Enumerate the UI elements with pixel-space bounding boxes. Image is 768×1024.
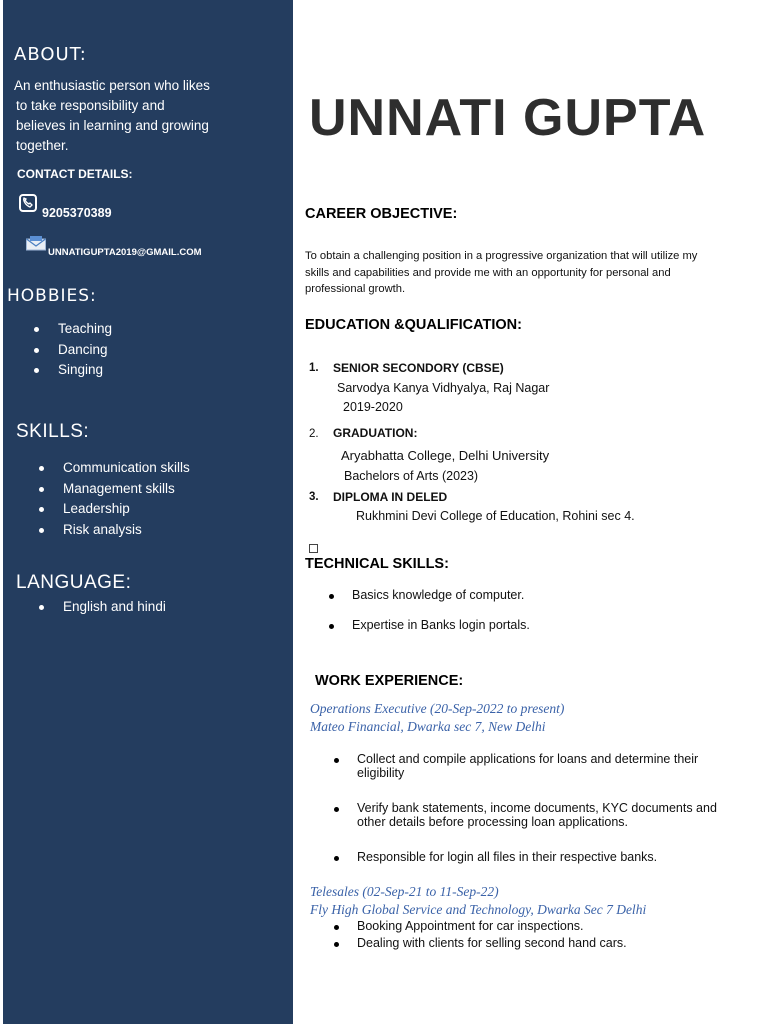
education-heading: EDUCATION &QUALIFICATION: — [305, 317, 522, 333]
list-item: Communication skills — [63, 458, 190, 479]
technical-skills-heading: TECHNICAL SKILLS: — [305, 556, 449, 572]
list-item: Expertise in Banks login portals. — [352, 618, 530, 632]
list-item: English and hindi — [63, 597, 166, 618]
candidate-name: UNNATI GUPTA — [309, 89, 707, 147]
career-heading: CAREER OBJECTIVE: — [305, 206, 458, 222]
job-role: Operations Executive (20-Sep-2022 to present) — [310, 701, 565, 716]
edu-title: SENIOR SECONDORY (CBSE) — [333, 361, 504, 375]
edu-line: Sarvodya Kanya Vidhyalya, Raj Nagar — [337, 381, 550, 395]
list-item: Teaching — [58, 319, 112, 340]
skills-heading: SKILLS: — [16, 421, 90, 442]
job-role: Telesales (02-Sep-21 to 11-Sep-22) — [310, 884, 499, 899]
about-heading: ABOUT: — [14, 44, 87, 65]
list-item: Basics knowledge of computer. — [352, 588, 525, 602]
job-company: Fly High Global Service and Technology, Dwarka Sec 7 Delhi — [310, 902, 647, 917]
career-text — [305, 248, 735, 298]
list-item: Singing — [58, 360, 112, 381]
list-item: Management skills — [63, 479, 190, 500]
edu-number: 2. — [309, 428, 319, 440]
duty-line: eligibility — [357, 766, 405, 780]
list-item: Leadership — [63, 499, 190, 520]
edu-line: Bachelors of Arts (2023) — [344, 469, 479, 483]
career-line: To obtain a challenging position in a progressive organization that will utilize my — [305, 250, 698, 262]
edu-title: GRADUATION: — [333, 426, 418, 440]
about-line: An enthusiastic person who likes — [14, 78, 210, 93]
duty-line: Verify bank statements, income documents, KYC documents and — [357, 801, 717, 815]
career-line: skills and capabilities and provide me with an opportunity for personal and — [305, 266, 671, 279]
language-heading: LANGUAGE: — [16, 572, 132, 593]
list-item: Risk analysis — [63, 520, 190, 541]
edu-line: Aryabhatta College, Delhi University — [341, 448, 550, 463]
edu-line: Rukhmini Devi College of Education, Rohini sec 4. — [356, 509, 635, 523]
duty-line: Responsible for login all files in their respective banks. — [357, 850, 658, 864]
list-item — [357, 850, 737, 864]
contact-heading: CONTACT DETAILS: — [17, 167, 133, 181]
list-item — [357, 919, 584, 933]
about-line: believes in learning and growing — [16, 118, 209, 133]
job-company: Mateo Financial, Dwarka sec 7, New Delhi — [310, 719, 546, 734]
hobbies-heading: HOBBIES: — [7, 286, 97, 306]
edu-number: 1. — [309, 362, 319, 374]
list-item — [357, 752, 737, 780]
duty-line: Dealing with clients for selling second hand cars. — [357, 936, 627, 950]
work-experience-heading: WORK EXPERIENCE: — [315, 673, 464, 689]
edu-line: 2019-2020 — [343, 400, 403, 414]
about-line: to take responsibility and — [16, 98, 165, 113]
duty-line: Collect and compile applications for loans and determine their — [357, 752, 699, 766]
edu-title: DIPLOMA IN DELED — [333, 490, 448, 504]
about-line: together. — [16, 138, 69, 153]
duty-line: Booking Appointment for car inspections. — [357, 919, 584, 933]
phone-number: 9205370389 — [42, 206, 112, 220]
list-item — [357, 801, 737, 829]
career-line: professional growth. — [305, 283, 406, 295]
list-item — [357, 936, 627, 950]
edu-number: 3. — [309, 491, 319, 503]
duty-line: other details before processing loan applications. — [357, 815, 629, 829]
placeholder-icon — [309, 544, 318, 553]
email-address: UNNATIGUPTA2019@GMAIL.COM — [48, 247, 202, 258]
list-item: Dancing — [58, 340, 112, 361]
